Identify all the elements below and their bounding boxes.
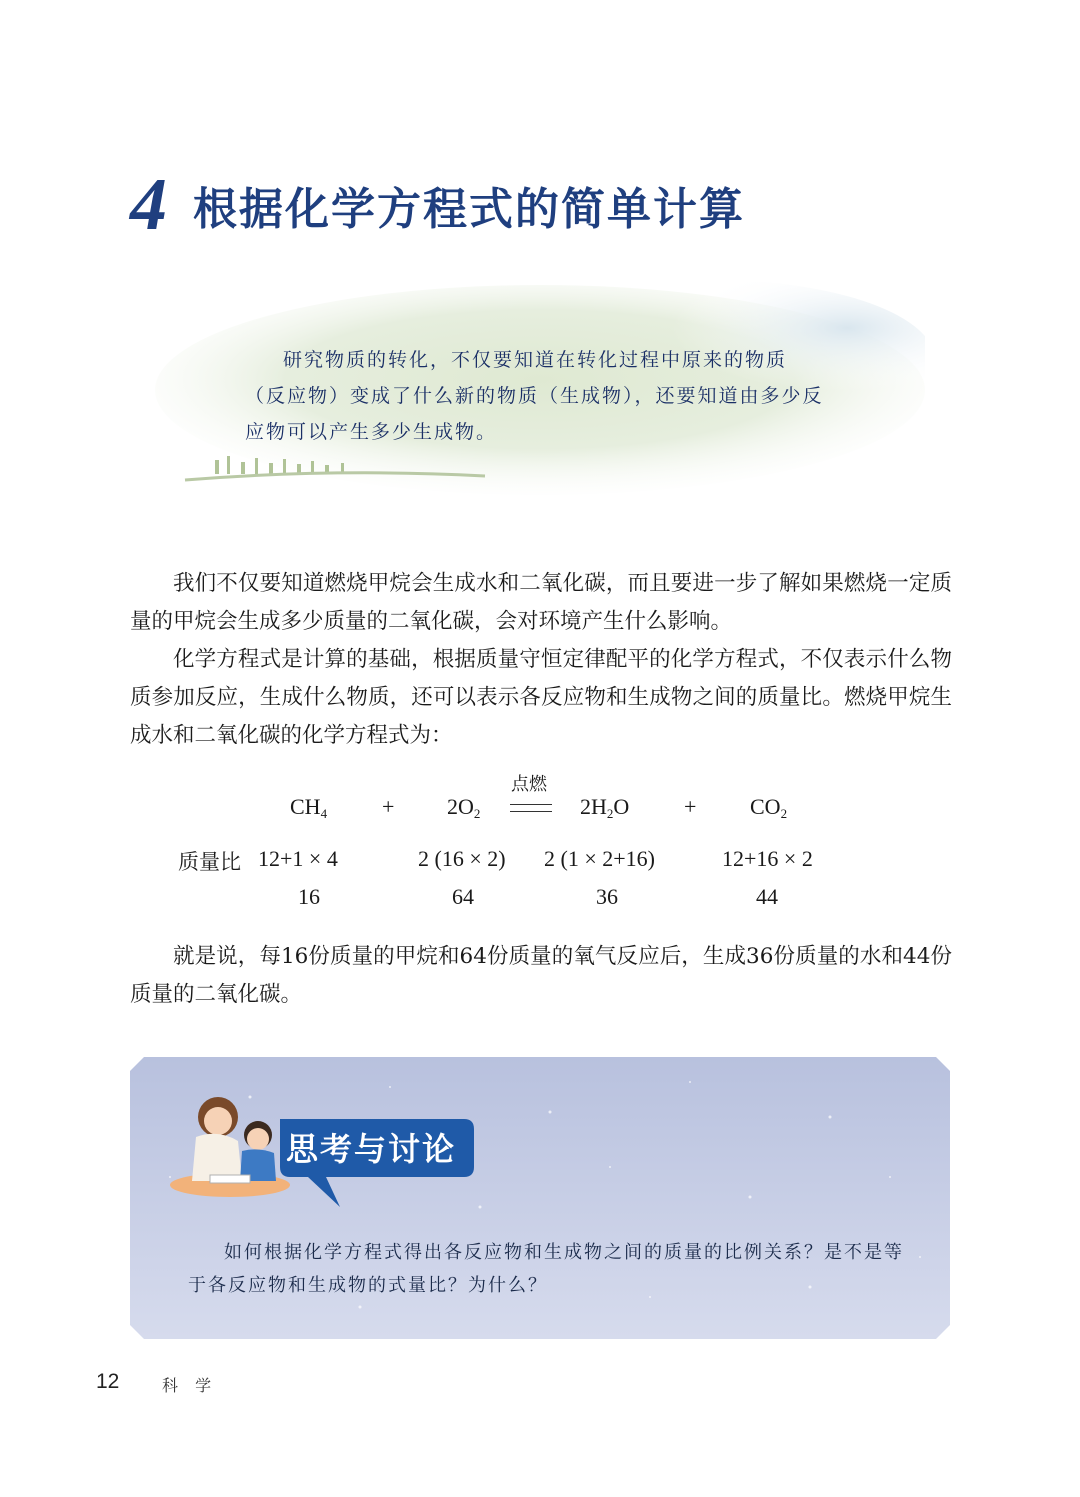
product-co2: $CO_2$ [750, 794, 788, 821]
mass-value-h2o: 36 [596, 884, 618, 909]
mass-expr-ch4: 12+1 × 4 [258, 846, 338, 871]
reactant-o2: $2O_2$ [447, 794, 481, 821]
reaction-arrow [510, 804, 552, 812]
think-discuss-label: 思考与讨论 [286, 1130, 457, 1168]
body-paragraph-1: 我们不仅要知道燃烧甲烷会生成水和二氧化碳，而且要进一步了解如果燃烧一定质量的甲烷会生成多少质量的二氧化碳，会对环境产生什么影响。 [130, 571, 952, 634]
chapter-number: 4 [130, 164, 167, 246]
mass-expr-h2o: 2 (1 × 2+16) [544, 846, 655, 871]
reactant-ch4: $CH_4$ [290, 794, 328, 821]
body-paragraph-3: 就是说，每16份质量的甲烷和64份质量的氧气反应后，生成36份质量的水和44份质量的二氧化碳。 [130, 944, 952, 1007]
intro-paragraph: 研究物质的转化，不仅要知道在转化过程中原来的物质（反应物）变成了什么新的物质（生成物），还要知道由多少反应物可以产生多少生成物。 [245, 349, 824, 443]
mass-expr-o2: 2 (16 × 2) [418, 846, 506, 871]
think-discuss-text: 如何根据化学方程式得出各反应物和生成物之间的质量的比例关系？是不是等于各反应物和生成物的式量比？为什么？ [188, 1242, 904, 1296]
mass-value-o2: 64 [452, 884, 474, 909]
plus-sign-2: + [684, 794, 697, 819]
reaction-condition: 点燃 [511, 774, 547, 795]
chapter-heading: 根据化学方程式的简单计算 [193, 184, 745, 235]
product-h2o: $2H_2O$ [580, 794, 630, 821]
body-paragraphs [130, 565, 952, 755]
mass-value-co2: 44 [756, 884, 778, 909]
body-paragraph-2: 化学方程式是计算的基础，根据质量守恒定律配平的化学方程式，不仅表示什么物质参加反应，生成什么物质，还可以表示各反应物和生成物之间的质量比。燃烧甲烷生成水和二氧化碳的化学方程式为： [130, 647, 952, 748]
plus-sign-1: + [382, 794, 395, 819]
subject-label: 科 学 [162, 1376, 218, 1395]
mass-expr-co2: 12+16 × 2 [722, 846, 813, 871]
mass-value-ch4: 16 [298, 884, 320, 909]
mass-ratio-label: 质量比 [178, 850, 241, 874]
page-number: 12 [96, 1370, 120, 1393]
chapter-title [130, 160, 745, 250]
body-conclusion [130, 938, 952, 1014]
